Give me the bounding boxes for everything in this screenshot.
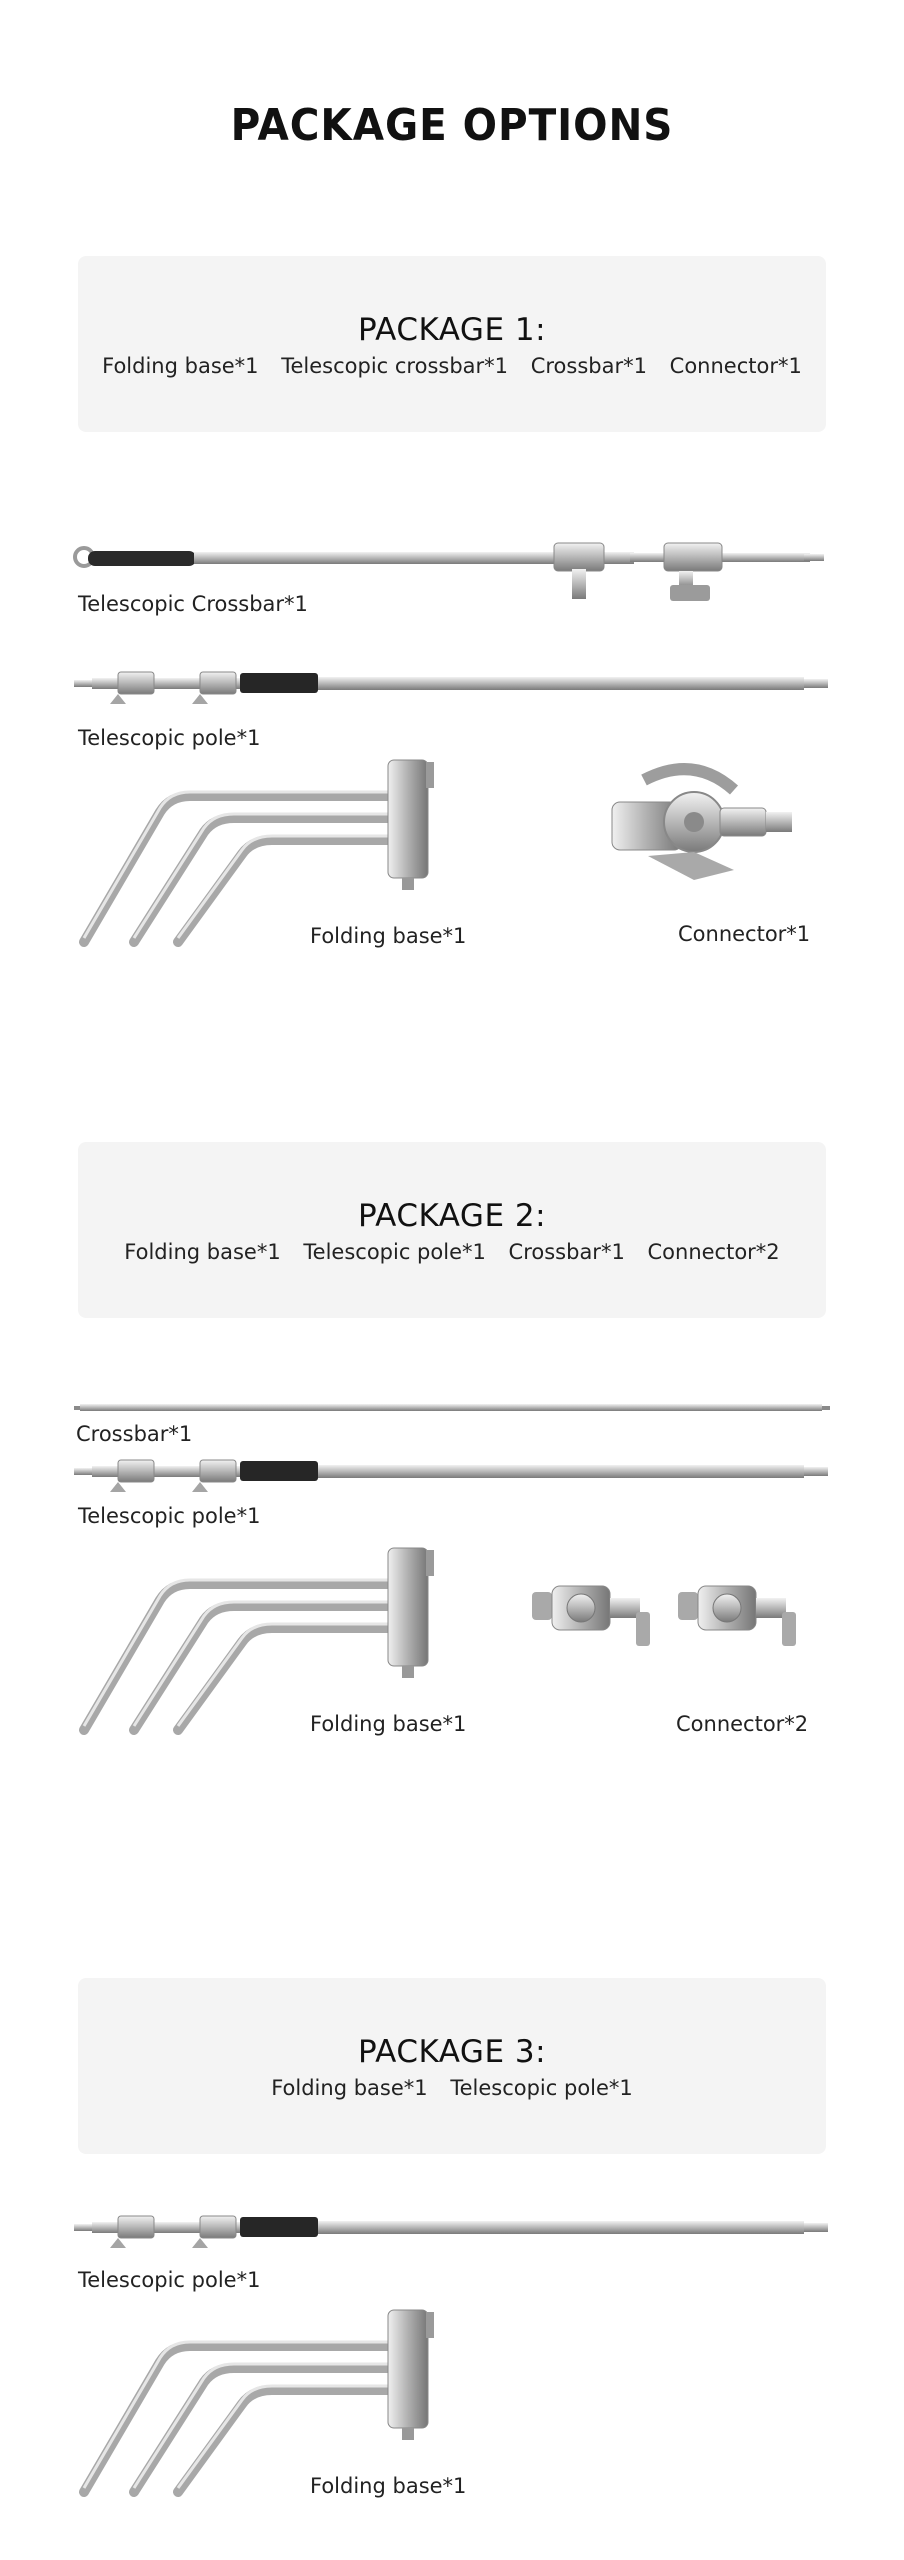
package-1-box <box>78 256 826 432</box>
folding-base-image <box>78 752 498 952</box>
telescopic-pole-image <box>74 668 834 718</box>
folding-base-label: Folding base*1 <box>310 2474 467 2498</box>
folding-base-label: Folding base*1 <box>310 924 467 948</box>
package-2-item: Connector*2 <box>647 1240 780 1264</box>
connector-image <box>584 760 814 890</box>
package-2-item: Crossbar*1 <box>508 1240 625 1264</box>
telescopic-crossbar-label: Telescopic Crossbar*1 <box>78 592 308 616</box>
package-3-box <box>78 1978 826 2154</box>
package-2-items <box>78 1240 826 1264</box>
connector-label: Connector*1 <box>678 922 811 946</box>
package-1-item: Folding base*1 <box>102 354 259 378</box>
package-2-box <box>78 1142 826 1318</box>
package-3-items <box>78 2076 826 2100</box>
package-1-item: Telescopic crossbar*1 <box>281 354 509 378</box>
package-3-item: Telescopic pole*1 <box>450 2076 633 2100</box>
page-title: PACKAGE OPTIONS <box>230 100 674 151</box>
package-2-item: Telescopic pole*1 <box>303 1240 486 1264</box>
package-1-item: Connector*1 <box>669 354 802 378</box>
telescopic-pole-image <box>74 1456 834 1506</box>
package-1-item: Crossbar*1 <box>530 354 647 378</box>
telescopic-pole-label: Telescopic pole*1 <box>78 726 261 750</box>
connector-label: Connector*2 <box>676 1712 809 1736</box>
package-3-title: PACKAGE 3: <box>357 2034 547 2070</box>
folding-base-label: Folding base*1 <box>310 1712 467 1736</box>
crossbar-label: Crossbar*1 <box>76 1422 193 1446</box>
package-3-item: Folding base*1 <box>271 2076 428 2100</box>
package-1-items <box>78 354 826 378</box>
crossbar-image <box>74 1400 834 1416</box>
telescopic-pole-label: Telescopic pole*1 <box>78 2268 261 2292</box>
telescopic-pole-image <box>74 2212 834 2262</box>
telescopic-pole-label: Telescopic pole*1 <box>78 1504 261 1528</box>
connector-image <box>526 1572 816 1662</box>
package-2-title: PACKAGE 2: <box>357 1198 547 1234</box>
folding-base-image <box>78 1540 498 1740</box>
folding-base-image <box>78 2302 498 2502</box>
package-1-title: PACKAGE 1: <box>357 312 547 348</box>
package-2-item: Folding base*1 <box>124 1240 281 1264</box>
